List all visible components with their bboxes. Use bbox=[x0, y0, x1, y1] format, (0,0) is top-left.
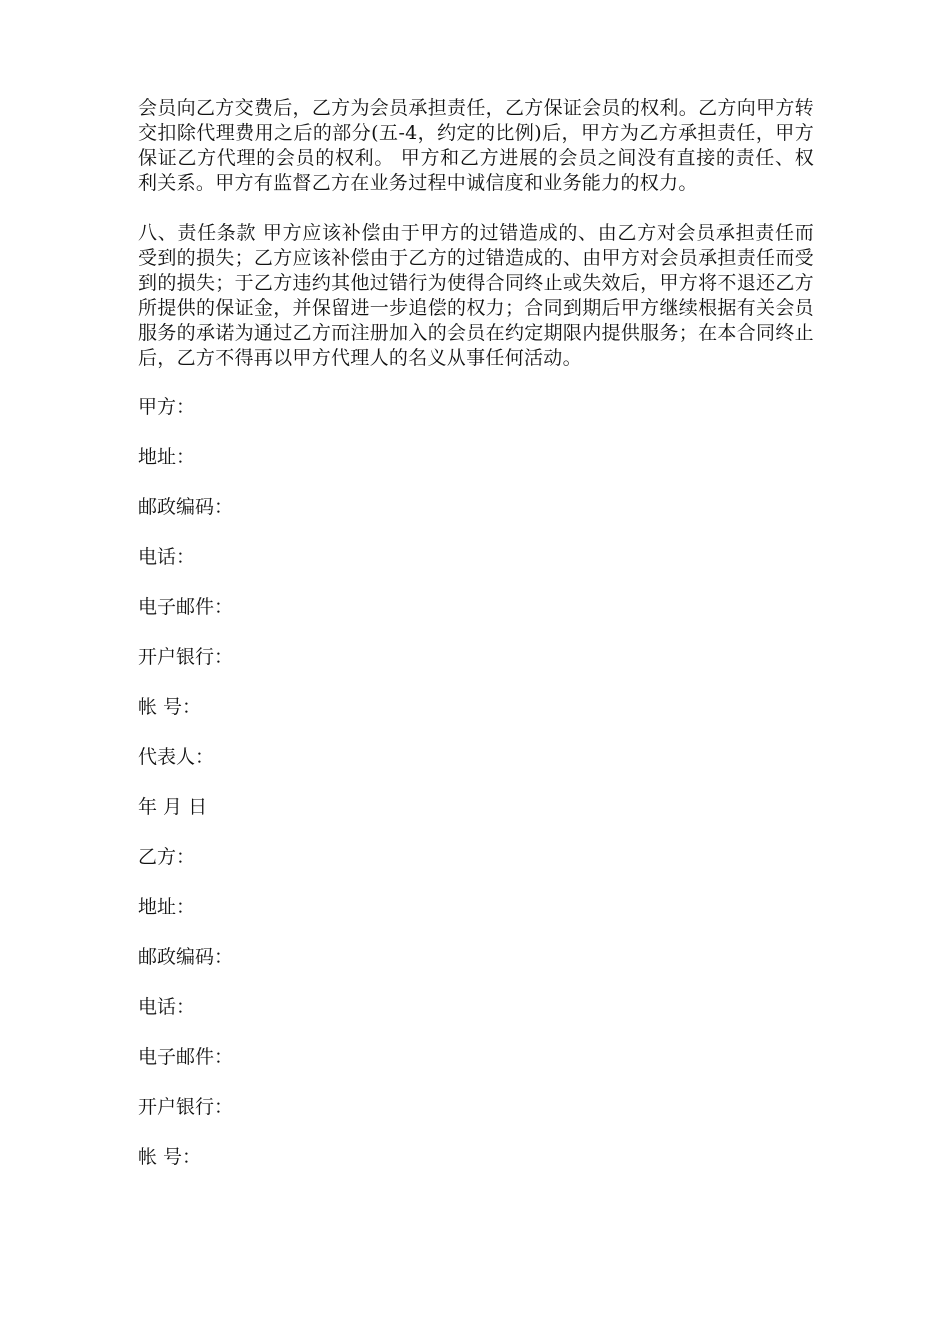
party-a-address-field: 地址： bbox=[138, 446, 196, 468]
signature-block bbox=[138, 395, 814, 1170]
party-b-email-field: 电子邮件： bbox=[138, 1046, 234, 1068]
party-a-representative-field: 代表人： bbox=[138, 746, 215, 768]
party-a-date-field: 年 月 日 bbox=[138, 796, 208, 818]
rights-paragraph: 会员向乙方交费后，乙方为会员承担责任，乙方保证会员的权利。乙方向甲方转交扣除代理费用之后的部分(五-4，约定的比例)后，甲方为乙方承担责任，甲方保证乙方代理的会员的权利。 甲方和乙方进展的会员之间没有直接的责任、权利关系。甲方有监督乙方在业务过程中诚信度和业务能力的权力。 bbox=[138, 97, 814, 194]
party-b-bank-field: 开户银行： bbox=[138, 1096, 234, 1118]
party-a-account-field: 帐 号： bbox=[138, 696, 202, 718]
party-a-email-field: 电子邮件： bbox=[138, 596, 234, 618]
party-b-postcode-field: 邮政编码： bbox=[138, 946, 234, 968]
party-a-label: 甲方： bbox=[138, 396, 196, 418]
party-b-phone-field: 电话： bbox=[138, 996, 196, 1018]
party-a-phone-field: 电话： bbox=[138, 546, 196, 568]
party-a-postcode-field: 邮政编码： bbox=[138, 496, 234, 518]
party-b-label: 乙方： bbox=[138, 846, 196, 868]
party-b-account-field: 帐 号： bbox=[138, 1146, 202, 1168]
document-body bbox=[138, 96, 814, 1195]
liability-clause-paragraph: 八、责任条款 甲方应该补偿由于甲方的过错造成的、由乙方对会员承担责任而受到的损失；乙方应该补偿由于乙方的过错造成的、由甲方对会员承担责任而受到的损失；于乙方违约其他过错行为使得合同终止或失效后，甲方将不退还乙方所提供的保证金，并保留进一步追偿的权力；合同到期后甲方继续根据有关会员服务的承诺为通过乙方而注册加入的会员在约定期限内提供服务；在本合同终止后，乙方不得再以甲方代理人的名义从事任何活动。 bbox=[138, 222, 814, 369]
party-b-address-field: 地址： bbox=[138, 896, 196, 918]
party-a-bank-field: 开户银行： bbox=[138, 646, 234, 668]
